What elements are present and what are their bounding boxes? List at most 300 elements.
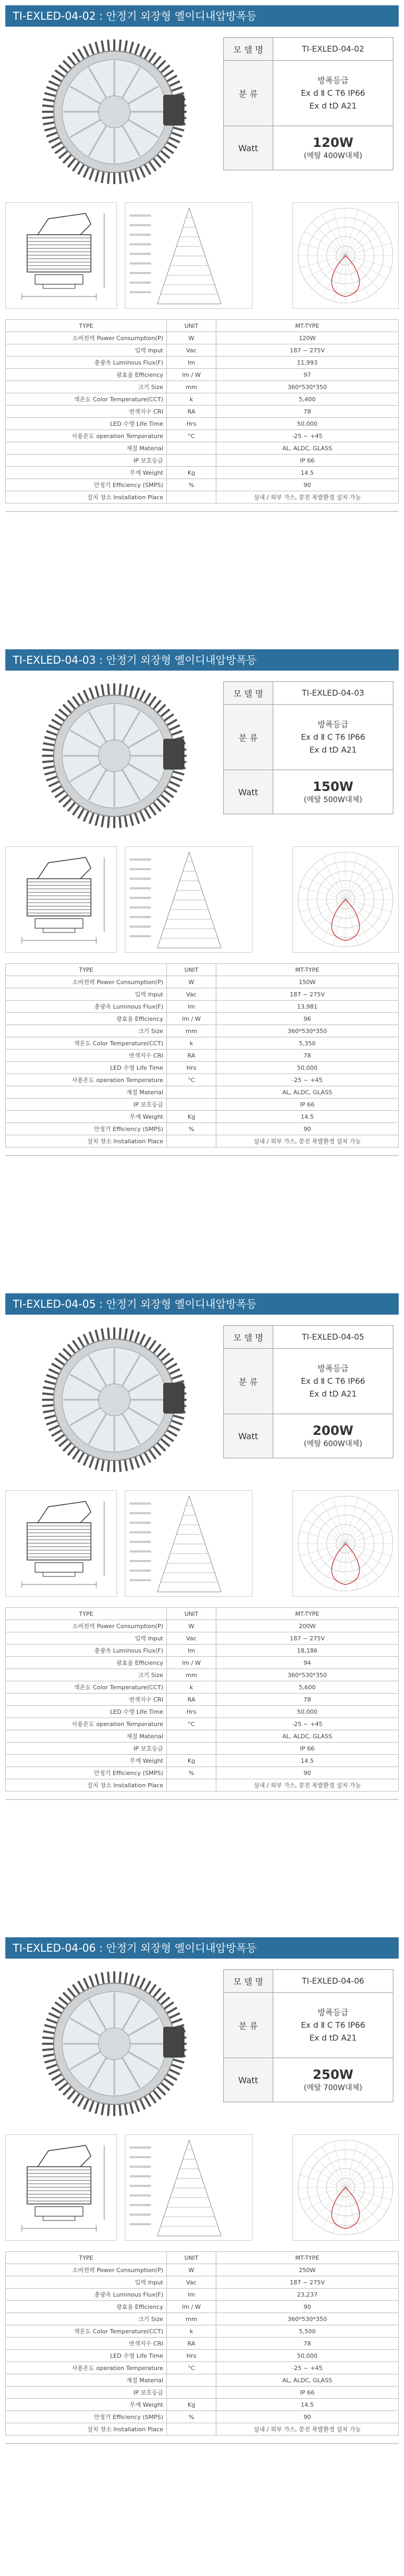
spec-unit: [167, 491, 216, 503]
model-value: TI-EXLED-04-03: [273, 682, 393, 705]
spec-header-unit: UNIT: [167, 964, 216, 976]
spec-unit: lm / W: [167, 2301, 216, 2313]
spec-header-row: [6, 1608, 399, 1620]
spec-row: [6, 1694, 399, 1706]
spec-label: 소비전력 Power Consumption(P): [6, 332, 167, 344]
class-value: [273, 705, 393, 770]
spec-unit: [167, 1099, 216, 1111]
spec-label: 총광속 Luminous Flux(F): [6, 2289, 167, 2301]
spec-label: 광효율 Efficiency: [6, 2301, 167, 2313]
spec-label: 광효율 Efficiency: [6, 369, 167, 381]
spec-value: 14.5: [216, 2399, 399, 2411]
spec-value: 50,000: [216, 1706, 399, 1718]
spec-label: 크기 Size: [6, 1669, 167, 1681]
spec-value: 187 ~ 275V: [216, 2276, 399, 2289]
spec-row: [6, 1681, 399, 1694]
spec-value: IP 66: [216, 455, 399, 467]
spec-value: 23,237: [216, 2289, 399, 2301]
spec-label: 총광속 Luminous Flux(F): [6, 357, 167, 369]
class-line: 방폭등급: [317, 720, 349, 729]
product-title: TI-EXLED-04-06 : 안정기 외장형 옐이디내압방폭등: [13, 1942, 257, 1954]
spec-label: 사용온도 operation Temperature: [6, 2362, 167, 2374]
spec-unit: lm: [167, 1645, 216, 1657]
spec-row: [6, 2313, 399, 2325]
spec-row: [6, 2411, 399, 2423]
spec-label: 연색지수 CRI: [6, 1050, 167, 1062]
spec-label: LED 수명 Life Time: [6, 1062, 167, 1074]
spec-unit: [167, 2423, 216, 2435]
spec-label: IP 보호등급: [6, 1743, 167, 1755]
spec-row: [6, 1743, 399, 1755]
watt-label: Watt: [224, 126, 273, 170]
spec-value: AL, ALDC, GLASS: [216, 2374, 399, 2387]
spec-row: [6, 1013, 399, 1025]
spec-label: 입력 Input: [6, 2276, 167, 2289]
spec-unit: Kg: [167, 1755, 216, 1767]
spec-header-model: MT-TYPE: [216, 320, 399, 332]
spec-label: 무게 Weight: [6, 1111, 167, 1123]
spec-row: [6, 406, 399, 418]
spec-unit: RA: [167, 1050, 216, 1062]
spec-row: [6, 2350, 399, 2362]
spec-header-row: [6, 964, 399, 976]
spec-unit: W: [167, 332, 216, 344]
product-section: [0, 1288, 404, 1932]
model-value: TI-EXLED-04-06: [273, 1970, 393, 1993]
spec-label: 입력 Input: [6, 344, 167, 357]
spec-row: [6, 1620, 399, 1632]
spec-row: [6, 2374, 399, 2387]
spec-unit: k: [167, 1037, 216, 1050]
spec-row: [6, 1645, 399, 1657]
class-row: [224, 1993, 393, 2058]
polar-distribution-chart: [292, 2134, 399, 2241]
model-row: [224, 1970, 393, 1993]
spec-value: 187 ~ 275V: [216, 1632, 399, 1645]
spec-value: 78: [216, 1694, 399, 1706]
illuminance-cone-chart: [125, 202, 252, 309]
spec-label: 색온도 Color Temperature(CCT): [6, 393, 167, 406]
spec-label: 연색지수 CRI: [6, 2338, 167, 2350]
spec-unit: k: [167, 2325, 216, 2338]
product-title-bar: [5, 1293, 399, 1315]
spec-label: LED 수명 Life Time: [6, 418, 167, 430]
dimension-drawing: [5, 2134, 117, 2241]
spec-row: [6, 455, 399, 467]
spec-value: -25 ~ +45: [216, 2362, 399, 2374]
lamp-bracket: [163, 2027, 184, 2058]
spec-label: 설치 장소 Installation Place: [6, 2423, 167, 2435]
class-line: Ex d tD A21: [309, 101, 357, 111]
spec-header-unit: UNIT: [167, 1608, 216, 1620]
spec-value: 78: [216, 2338, 399, 2350]
spec-value: 실내 / 외부 가스, 분진 폭발환경 설치 가능: [216, 2423, 399, 2435]
spec-row: [6, 1025, 399, 1037]
spec-value: 50,000: [216, 1062, 399, 1074]
watt-value: [273, 1414, 393, 1458]
spec-row: [6, 344, 399, 357]
spec-row: [6, 2276, 399, 2289]
spec-row: [6, 332, 399, 344]
spec-value: 5,400: [216, 393, 399, 406]
class-label: 분 류: [224, 1993, 273, 2058]
spec-unit: [167, 1730, 216, 1743]
spec-unit: Vac: [167, 1632, 216, 1645]
spec-label: 안정기 Efficiency (SMPS): [6, 2411, 167, 2423]
illuminance-cone-chart: [125, 2134, 252, 2241]
class-line: Ex d Ⅱ C T6 IP66: [301, 2020, 365, 2030]
polar-distribution-chart: [292, 846, 399, 953]
spec-value: 11,993: [216, 357, 399, 369]
spec-unit: Kg: [167, 2399, 216, 2411]
class-value: [273, 1993, 393, 2058]
spec-row: [6, 1050, 399, 1062]
product-title: TI-EXLED-04-03 : 안정기 외장형 옐이디내압방폭등: [13, 654, 257, 666]
spec-value: IP 66: [216, 1099, 399, 1111]
spec-unit: [167, 1779, 216, 1791]
watt-replacement: (메탈 400W대체): [304, 152, 363, 160]
spec-value: 96: [216, 1013, 399, 1025]
class-line: Ex d Ⅱ C T6 IP66: [301, 88, 365, 98]
illuminance-cone-chart: [125, 846, 252, 953]
spec-unit: Kg: [167, 467, 216, 479]
watt-value: [273, 770, 393, 814]
spec-table: [5, 963, 399, 1147]
model-row: [224, 38, 393, 61]
spec-label: IP 보호등급: [6, 1099, 167, 1111]
dimension-drawing: [5, 202, 117, 309]
section-divider: [5, 511, 399, 512]
diagram-row: [5, 846, 399, 953]
model-info-table: [223, 681, 393, 814]
spec-value: 5,600: [216, 1681, 399, 1694]
section-divider: [5, 2443, 399, 2444]
spec-unit: Kg: [167, 1111, 216, 1123]
spec-value: 94: [216, 1657, 399, 1669]
watt-label: Watt: [224, 1414, 273, 1458]
spec-unit: lm: [167, 1001, 216, 1013]
spec-label: 총광속 Luminous Flux(F): [6, 1645, 167, 1657]
spec-value: 14.5: [216, 1111, 399, 1123]
spec-row: [6, 2301, 399, 2313]
spec-unit: %: [167, 1123, 216, 1135]
spec-value: 360*530*350: [216, 1025, 399, 1037]
spec-row: [6, 479, 399, 491]
model-label: 모 델 명: [224, 1326, 273, 1349]
model-value: TI-EXLED-04-02: [273, 38, 393, 61]
spec-header-unit: UNIT: [167, 2252, 216, 2264]
product-title: TI-EXLED-04-02 : 안정기 외장형 옐이디내압방폭등: [13, 10, 257, 22]
spec-unit: Hrs: [167, 418, 216, 430]
spec-row: [6, 2387, 399, 2399]
watt-replacement: (메탈 600W대체): [304, 1440, 363, 1448]
spec-header-row: [6, 2252, 399, 2264]
watt-row: [224, 2058, 393, 2102]
product-photo: [40, 681, 189, 830]
model-info-table: [223, 1969, 393, 2102]
spec-unit: lm / W: [167, 1013, 216, 1025]
illuminance-cone-chart: [125, 1490, 252, 1597]
spec-header-unit: UNIT: [167, 320, 216, 332]
class-line: Ex d tD A21: [309, 2033, 357, 2043]
spec-unit: lm: [167, 357, 216, 369]
spec-table: [5, 2251, 399, 2435]
spec-value: 360*530*350: [216, 1669, 399, 1681]
spec-header-type: TYPE: [6, 1608, 167, 1620]
lamp-bracket: [163, 95, 184, 126]
spec-row: [6, 976, 399, 988]
spec-row: [6, 1669, 399, 1681]
spec-label: 크기 Size: [6, 381, 167, 393]
spec-unit: W: [167, 2264, 216, 2276]
spec-row: [6, 2325, 399, 2338]
spec-value: 5,350: [216, 1037, 399, 1050]
spec-label: LED 수명 Life Time: [6, 2350, 167, 2362]
spec-unit: RA: [167, 406, 216, 418]
spec-row: [6, 1062, 399, 1074]
watt-number: 150W: [313, 779, 354, 794]
spec-row: [6, 1135, 399, 1147]
spec-unit: [167, 2387, 216, 2399]
spec-label: 소비전력 Power Consumption(P): [6, 2264, 167, 2276]
spec-row: [6, 2264, 399, 2276]
spec-value: 120W: [216, 332, 399, 344]
dimension-drawing: [5, 1490, 117, 1597]
spec-row: [6, 2399, 399, 2411]
spec-header-type: TYPE: [6, 320, 167, 332]
spec-row: [6, 393, 399, 406]
spec-unit: W: [167, 1620, 216, 1632]
spec-label: 설치 장소 Installation Place: [6, 1779, 167, 1791]
spec-row: [6, 1730, 399, 1743]
model-info-table: [223, 37, 393, 170]
spec-label: IP 보호등급: [6, 2387, 167, 2399]
spec-value: 14.5: [216, 467, 399, 479]
spec-value: AL, ALDC, GLASS: [216, 442, 399, 455]
spec-header-model: MT-TYPE: [216, 1608, 399, 1620]
model-row: [224, 682, 393, 705]
class-label: 분 류: [224, 705, 273, 770]
class-row: [224, 1349, 393, 1414]
spec-value: IP 66: [216, 2387, 399, 2399]
spec-row: [6, 1755, 399, 1767]
spec-row: [6, 442, 399, 455]
watt-replacement: (메탈 700W대체): [304, 2084, 363, 2092]
watt-replacement: (메탈 500W대체): [304, 796, 363, 804]
spec-value: 13,981: [216, 1001, 399, 1013]
spec-value: 360*530*350: [216, 381, 399, 393]
spec-label: 재질 Material: [6, 2374, 167, 2387]
spec-label: 안정기 Efficiency (SMPS): [6, 1767, 167, 1779]
spec-value: 187 ~ 275V: [216, 344, 399, 357]
spec-row: [6, 369, 399, 381]
section-divider: [5, 1799, 399, 1800]
spec-value: 200W: [216, 1620, 399, 1632]
section-divider: [5, 1155, 399, 1156]
spec-label: 설치 장소 Installation Place: [6, 491, 167, 503]
diagram-row: [5, 202, 399, 309]
spec-label: 사용온도 operation Temperature: [6, 1074, 167, 1086]
spec-unit: W: [167, 976, 216, 988]
spec-row: [6, 1001, 399, 1013]
spec-value: 90: [216, 479, 399, 491]
spec-unit: °C: [167, 1718, 216, 1730]
spec-row: [6, 1037, 399, 1050]
spec-unit: mm: [167, 2313, 216, 2325]
spec-unit: mm: [167, 1669, 216, 1681]
product-title-bar: [5, 1937, 399, 1959]
diagram-row: [5, 1490, 399, 1597]
spec-unit: °C: [167, 1074, 216, 1086]
class-line: 방폭등급: [317, 1364, 349, 1373]
spec-row: [6, 357, 399, 369]
spec-unit: Hrs: [167, 1706, 216, 1718]
spec-label: 무게 Weight: [6, 1755, 167, 1767]
spec-value: 50,000: [216, 2350, 399, 2362]
spec-header-model: MT-TYPE: [216, 2252, 399, 2264]
spec-value: 실내 / 외부 가스, 분진 폭발환경 설치 가능: [216, 1135, 399, 1147]
spec-label: 안정기 Efficiency (SMPS): [6, 1123, 167, 1135]
spec-label: 광효율 Efficiency: [6, 1657, 167, 1669]
spec-unit: Vac: [167, 2276, 216, 2289]
spec-label: 색온도 Color Temperature(CCT): [6, 2325, 167, 2338]
spec-unit: k: [167, 1681, 216, 1694]
spec-unit: [167, 1086, 216, 1099]
spec-header-row: [6, 320, 399, 332]
product-photo: [40, 37, 189, 186]
spec-value: AL, ALDC, GLASS: [216, 1730, 399, 1743]
spec-unit: mm: [167, 1025, 216, 1037]
lamp-center: [98, 2028, 130, 2060]
spec-value: 90: [216, 1123, 399, 1135]
spec-row: [6, 381, 399, 393]
spec-label: 무게 Weight: [6, 467, 167, 479]
spec-unit: °C: [167, 2362, 216, 2374]
spec-label: 사용온도 operation Temperature: [6, 430, 167, 442]
spec-label: 사용온도 operation Temperature: [6, 1718, 167, 1730]
spec-row: [6, 2338, 399, 2350]
spec-unit: %: [167, 479, 216, 491]
class-line: Ex d Ⅱ C T6 IP66: [301, 1376, 365, 1386]
spec-label: 무게 Weight: [6, 2399, 167, 2411]
spec-value: 90: [216, 2301, 399, 2313]
product-photo: [40, 1325, 189, 1474]
spec-value: 90: [216, 1767, 399, 1779]
product-section: [0, 1932, 404, 2576]
spec-unit: lm / W: [167, 1657, 216, 1669]
watt-value: [273, 126, 393, 170]
product-section: [0, 644, 404, 1288]
spec-row: [6, 1779, 399, 1791]
spec-label: 설치 장소 Installation Place: [6, 1135, 167, 1147]
spec-row: [6, 1086, 399, 1099]
spec-value: 5,500: [216, 2325, 399, 2338]
spec-header-type: TYPE: [6, 964, 167, 976]
spec-label: 입력 Input: [6, 1632, 167, 1645]
spec-value: 14.5: [216, 1755, 399, 1767]
spec-value: 18,186: [216, 1645, 399, 1657]
spec-unit: Vac: [167, 344, 216, 357]
spec-label: 색온도 Color Temperature(CCT): [6, 1037, 167, 1050]
watt-row: [224, 126, 393, 170]
product-section: [0, 0, 404, 644]
spec-value: -25 ~ +45: [216, 1718, 399, 1730]
spec-row: [6, 1706, 399, 1718]
spec-unit: k: [167, 393, 216, 406]
spec-label: 입력 Input: [6, 988, 167, 1001]
spec-unit: mm: [167, 381, 216, 393]
class-label: 분 류: [224, 61, 273, 126]
model-row: [224, 1326, 393, 1349]
polar-distribution-chart: [292, 202, 399, 309]
spec-row: [6, 1123, 399, 1135]
watt-number: 250W: [313, 2067, 354, 2082]
spec-value: 78: [216, 1050, 399, 1062]
class-row: [224, 61, 393, 126]
spec-value: 실내 / 외부 가스, 분진 폭발환경 설치 가능: [216, 491, 399, 503]
spec-row: [6, 1632, 399, 1645]
spec-value: 250W: [216, 2264, 399, 2276]
spec-row: [6, 430, 399, 442]
class-line: 방폭등급: [317, 2008, 349, 2017]
spec-unit: [167, 1135, 216, 1147]
spec-unit: [167, 442, 216, 455]
class-value: [273, 61, 393, 126]
watt-row: [224, 770, 393, 814]
spec-label: 재질 Material: [6, 1086, 167, 1099]
spec-row: [6, 418, 399, 430]
spec-label: IP 보호등급: [6, 455, 167, 467]
spec-row: [6, 467, 399, 479]
spec-unit: %: [167, 2411, 216, 2423]
spec-row: [6, 1767, 399, 1779]
spec-row: [6, 491, 399, 503]
watt-number: 200W: [313, 1423, 354, 1438]
spec-value: 150W: [216, 976, 399, 988]
spec-value: AL, ALDC, GLASS: [216, 1086, 399, 1099]
lamp-bracket: [163, 1383, 184, 1414]
spec-label: 크기 Size: [6, 1025, 167, 1037]
class-line: 방폭등급: [317, 76, 349, 85]
model-label: 모 델 명: [224, 682, 273, 705]
spec-header-model: MT-TYPE: [216, 964, 399, 976]
spec-unit: %: [167, 1767, 216, 1779]
spec-row: [6, 2289, 399, 2301]
spec-value: -25 ~ +45: [216, 430, 399, 442]
spec-label: 연색지수 CRI: [6, 1694, 167, 1706]
spec-row: [6, 1111, 399, 1123]
watt-label: Watt: [224, 770, 273, 814]
product-title: TI-EXLED-04-05 : 안정기 외장형 옐이디내압방폭등: [13, 1298, 257, 1310]
spec-table: [5, 319, 399, 503]
spec-label: 색온도 Color Temperature(CCT): [6, 1681, 167, 1694]
class-line: Ex d Ⅱ C T6 IP66: [301, 732, 365, 742]
lamp-center: [98, 740, 130, 772]
spec-row: [6, 1657, 399, 1669]
spec-label: 소비전력 Power Consumption(P): [6, 1620, 167, 1632]
spec-unit: [167, 2374, 216, 2387]
lamp-bracket: [163, 739, 184, 770]
model-label: 모 델 명: [224, 38, 273, 61]
class-row: [224, 705, 393, 770]
class-line: Ex d tD A21: [309, 1389, 357, 1399]
spec-unit: °C: [167, 430, 216, 442]
spec-row: [6, 2423, 399, 2435]
spec-label: LED 수명 Life Time: [6, 1706, 167, 1718]
spec-value: IP 66: [216, 1743, 399, 1755]
spec-row: [6, 2362, 399, 2374]
spec-value: 50,000: [216, 418, 399, 430]
